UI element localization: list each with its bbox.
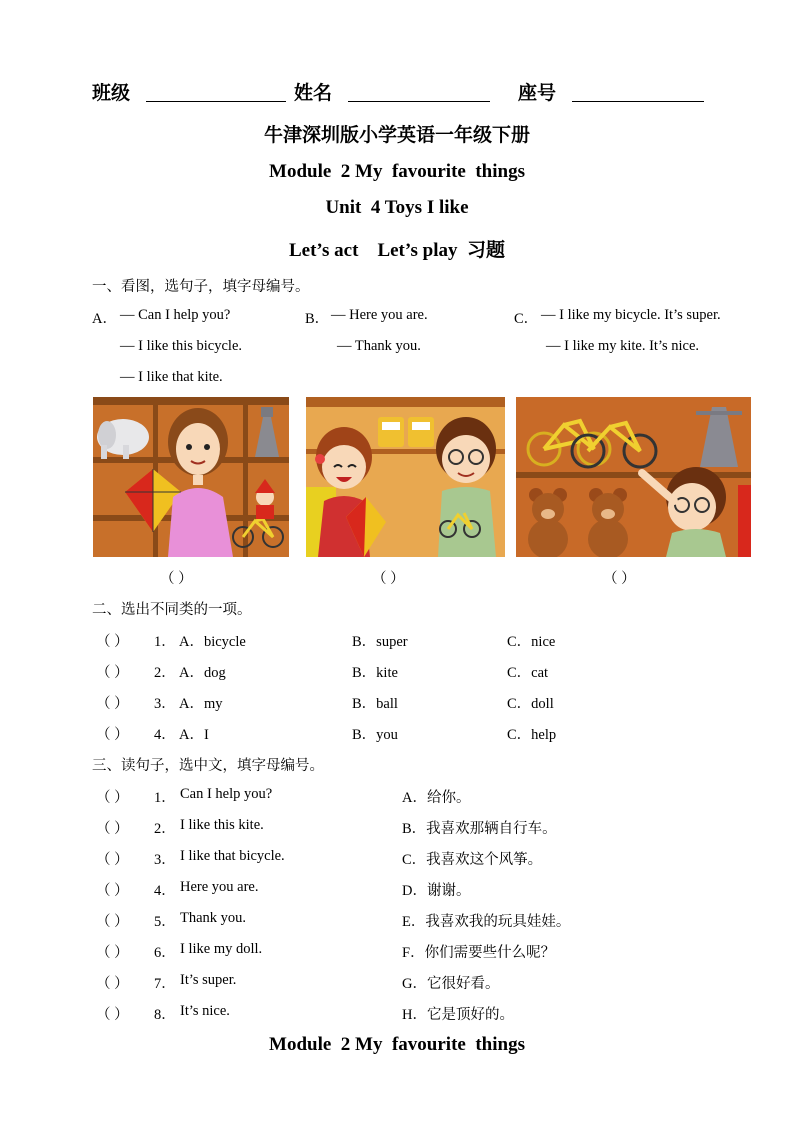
chinese-option: B．我喜欢那辆自行车。	[402, 821, 557, 837]
answer-paren[interactable]: （ ）	[96, 821, 129, 837]
option-a-letter: A．	[92, 311, 117, 327]
option-c: C．help	[507, 727, 557, 743]
question-number: 5．	[154, 914, 176, 930]
option-b: B．super	[352, 634, 408, 650]
english-sentence: Thank you.	[180, 910, 247, 926]
section3-heading: 三、读句子，选中文，填字母编号。	[92, 758, 324, 774]
question-number: 1．	[154, 634, 176, 650]
option-a-line2: — I like this bicycle.	[120, 338, 243, 354]
question-number: 8．	[154, 1007, 176, 1023]
chinese-option: E．我喜欢我的玩具娃娃。	[402, 914, 571, 930]
answer-paren[interactable]: （ ）	[96, 1007, 129, 1023]
question-number: 2．	[154, 821, 176, 837]
footer-module-title: Module 2 My favourite things	[269, 1034, 525, 1055]
chinese-option: C．我喜欢这个风筝。	[402, 852, 543, 868]
english-sentence: I like this kite.	[180, 817, 264, 833]
picture-2-kids	[306, 397, 505, 557]
class-blank[interactable]	[146, 101, 286, 102]
question-number: 1．	[154, 790, 176, 806]
option-c: C．doll	[507, 696, 554, 712]
english-sentence: Can I help you?	[180, 786, 273, 802]
question-number: 4．	[154, 727, 176, 743]
answer-paren[interactable]: （ ）	[96, 696, 129, 712]
section1-heading: 一、看图，选句子，填字母编号。	[92, 279, 310, 295]
answer-paren[interactable]: （ ）	[96, 945, 129, 961]
answer-paren[interactable]: （ ）	[96, 790, 129, 806]
picture-1-shop-assistant	[93, 397, 289, 557]
english-sentence: It’s super.	[180, 972, 237, 988]
question-number: 7．	[154, 976, 176, 992]
option-b-letter: B．	[305, 311, 330, 327]
seat-blank[interactable]	[572, 101, 704, 102]
option-b: B．ball	[352, 696, 398, 712]
book-title: 牛津深圳版小学英语一年级下册	[263, 125, 530, 146]
answer-paren[interactable]: （ ）	[96, 727, 129, 743]
option-b: B．you	[352, 727, 398, 743]
option-c-letter: C．	[514, 311, 539, 327]
chinese-option: G．它很好看。	[402, 976, 500, 992]
option-c-line1: — I like my bicycle. It’s super.	[541, 307, 721, 323]
option-a: A．my	[179, 696, 223, 712]
option-a: A．dog	[179, 665, 226, 681]
answer-paren[interactable]: （ ）	[96, 976, 129, 992]
chinese-option: A．给你。	[402, 790, 471, 806]
option-a: A．bicycle	[179, 634, 246, 650]
lesson-title: Let’s act Let’s play 习题	[288, 240, 505, 261]
name-blank[interactable]	[348, 101, 490, 102]
unit-title: Unit 4 Toys I like	[325, 197, 469, 218]
question-number: 3．	[154, 696, 176, 712]
answer-bracket-1[interactable]: （ ）	[160, 571, 193, 587]
question-number: 3．	[154, 852, 176, 868]
answer-bracket-2[interactable]: （ ）	[372, 571, 405, 587]
answer-paren[interactable]: （ ）	[96, 634, 129, 650]
question-number: 4．	[154, 883, 176, 899]
english-sentence: I like that bicycle.	[180, 848, 285, 864]
question-number: 6．	[154, 945, 176, 961]
answer-paren[interactable]: （ ）	[96, 883, 129, 899]
name-label: 姓名	[294, 83, 333, 104]
option-b: B．kite	[352, 665, 398, 681]
option-b-line2: — Thank you.	[337, 338, 421, 354]
option-c: C．nice	[507, 634, 556, 650]
module-title: Module 2 My favourite things	[269, 161, 525, 182]
answer-paren[interactable]: （ ）	[96, 665, 129, 681]
english-sentence: I like my doll.	[180, 941, 263, 957]
option-a: A．I	[179, 727, 209, 743]
section2-heading: 二、选出不同类的一项。	[92, 602, 252, 618]
english-sentence: It’s nice.	[180, 1003, 230, 1019]
answer-bracket-3[interactable]: （ ）	[603, 571, 636, 587]
question-number: 2．	[154, 665, 176, 681]
chinese-option: H．它是顶好的。	[402, 1007, 514, 1023]
option-b-line1: — Here you are.	[331, 307, 428, 323]
seat-label: 座号	[518, 83, 557, 104]
option-c: C．cat	[507, 665, 549, 681]
chinese-option: D．谢谢。	[402, 883, 471, 899]
class-label: 班级	[92, 83, 131, 104]
option-a-line3: — I like that kite.	[120, 369, 223, 385]
option-c-line2: — I like my kite. It’s nice.	[546, 338, 700, 354]
chinese-option: F．你们需要些什么呢？	[402, 945, 556, 961]
answer-paren[interactable]: （ ）	[96, 852, 129, 868]
option-a-line1: — Can I help you?	[120, 307, 231, 323]
answer-paren[interactable]: （ ）	[96, 914, 129, 930]
picture-3-boy-pointing	[516, 397, 751, 557]
english-sentence: Here you are.	[180, 879, 259, 895]
